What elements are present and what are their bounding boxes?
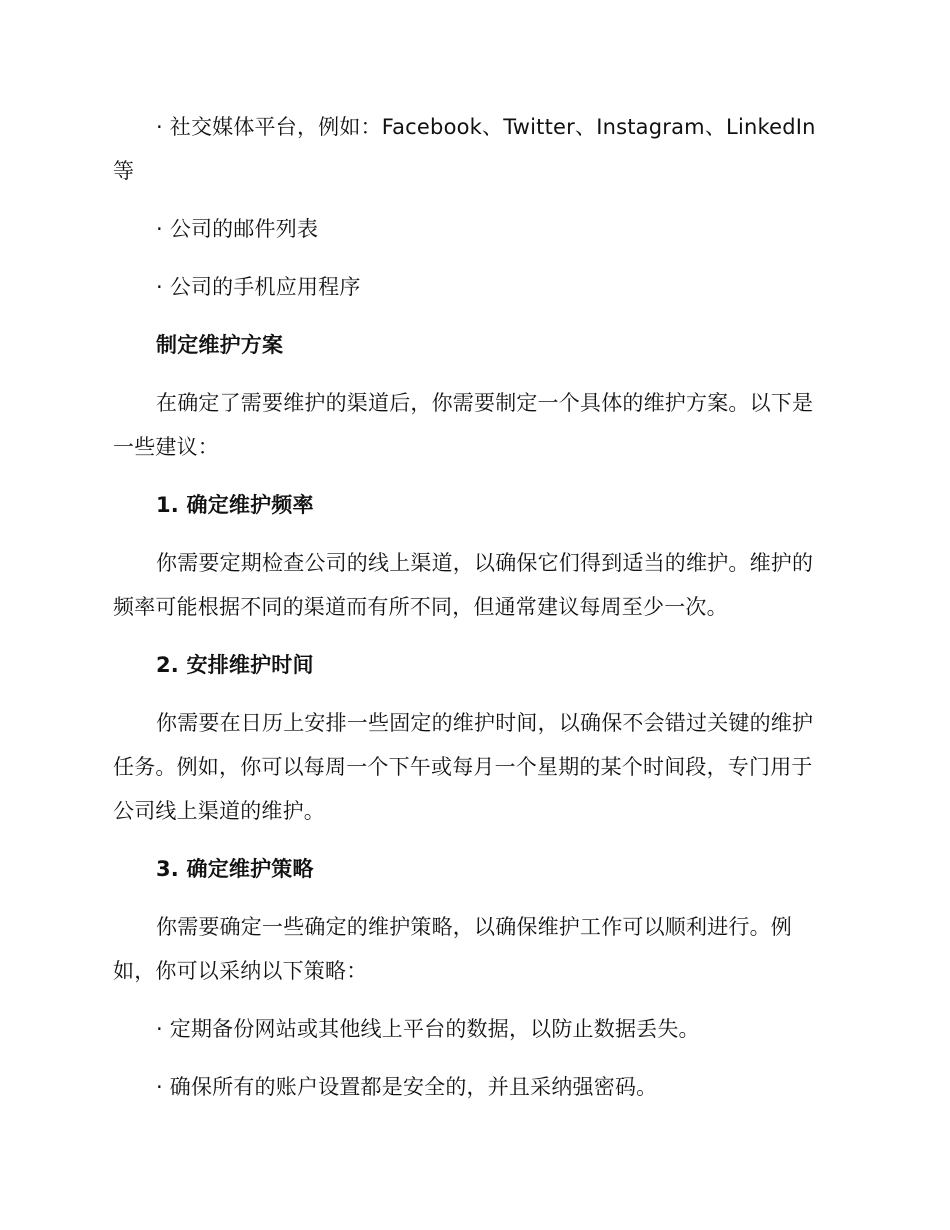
paragraph-maintenance-time: 你需要在日历上安排一些固定的维护时间，以确保不会错过关键的维护任务。例如，你可以每周一个下午或每月一个星期的某个时间段，专门用于公司线上渠道的维护。 [113, 711, 814, 823]
bullet-backup-data: · 定期备份网站或其他线上平台的数据，以防止数据丢失。 [156, 1017, 700, 1041]
paragraph-plan-intro: 在确定了需要维护的渠道后，你需要制定一个具体的维护方案。以下是一些建议： [113, 391, 814, 459]
bullet-social-media-platforms: · 社交媒体平台，例如：Facebook、Twitter、Instagram、LinkedIn等 [113, 115, 816, 183]
bullet-company-mobile-app: · 公司的手机应用程序 [156, 275, 361, 299]
paragraph-maintenance-strategy: 你需要确定一些确定的维护策略，以确保维护工作可以顺利进行。例如，你可以采纳以下策略： [113, 915, 792, 983]
heading-make-maintenance-plan: 制定维护方案 [156, 333, 284, 357]
bullet-company-mailing-list: · 公司的邮件列表 [156, 217, 319, 241]
paragraph-maintenance-frequency: 你需要定期检查公司的线上渠道，以确保它们得到适当的维护。维护的频率可能根据不同的渠道而有所不同，但通常建议每周至少一次。 [113, 551, 814, 619]
heading-maintenance-time: 2. 安排维护时间 [156, 653, 314, 677]
heading-maintenance-frequency: 1. 确定维护频率 [156, 493, 314, 517]
document-body [113, 105, 833, 1109]
heading-maintenance-strategy: 3. 确定维护策略 [156, 857, 314, 881]
bullet-secure-accounts: · 确保所有的账户设置都是安全的，并且采纳强密码。 [156, 1075, 658, 1099]
